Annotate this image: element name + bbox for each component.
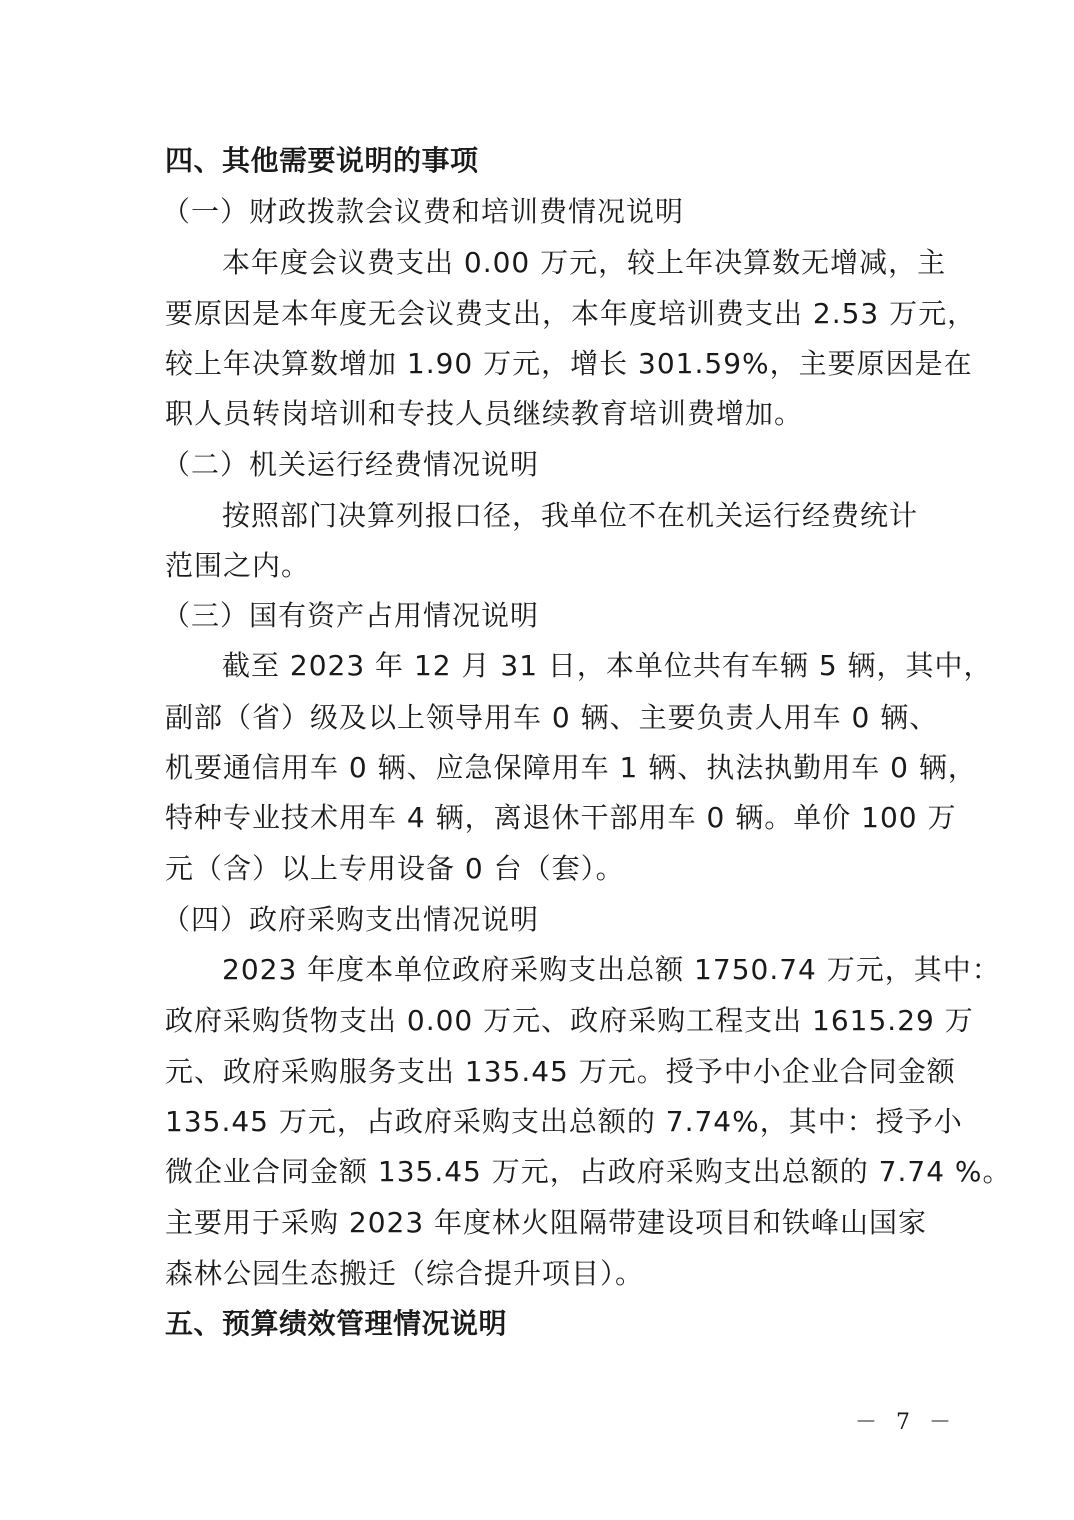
subsection-title-2: （二）机关运行经费情况说明 (162, 448, 540, 481)
subsection-title-1: （一）财政拨款会议费和培训费情况说明 (162, 195, 685, 228)
paragraph-line: 要原因是本年度无会议费支出，本年度培训费支出 2.53 万元， (165, 297, 977, 330)
paragraph-line: 副部（省）级及以上领导用车 0 辆、主要负责人用车 0 辆、 (165, 701, 939, 734)
paragraph-line: 职人员转岗培训和专技人员继续教育培训费增加。 (165, 397, 804, 430)
paragraph-line: 机要通信用车 0 辆、应急保障用车 1 辆、执法执勤用车 0 辆， (165, 751, 977, 784)
section-heading-5: 五、预算绩效管理情况说明 (165, 1307, 508, 1340)
page-number: － 7 － (855, 1410, 957, 1435)
paragraph-line: 135.45 万元，占政府采购支出总额的 7.74%，其中：授予小 (165, 1105, 963, 1138)
subsection-title-4: （四）政府采购支出情况说明 (162, 903, 540, 936)
paragraph-line: 特种专业技术用车 4 辆，离退休干部用车 0 辆。单价 100 万 (165, 801, 957, 834)
subsection-title-3: （三）国有资产占用情况说明 (162, 599, 540, 632)
paragraph-line: 微企业合同金额 135.45 万元，占政府采购支出总额的 7.74 %。 (165, 1155, 1012, 1188)
paragraph-line: 元、政府采购服务支出 135.45 万元。授予中小企业合同金额 (165, 1055, 956, 1088)
paragraph-line: 元（含）以上专用设备 0 台（套）。 (165, 852, 625, 885)
paragraph-line: 2023 年度本单位政府采购支出总额 1750.74 万元，其中： (222, 953, 1001, 986)
paragraph-line: 截至 2023 年 12 月 31 日，本单位共有车辆 5 辆，其中， (222, 649, 993, 682)
paragraph-line: 本年度会议费支出 0.00 万元，较上年决算数无增减，主 (222, 246, 947, 279)
paragraph-line: 按照部门决算列报口径，我单位不在机关运行经费统计 (222, 499, 919, 532)
paragraph-line: 较上年决算数增加 1.90 万元，增长 301.59%，主要原因是在 (165, 347, 973, 380)
paragraph-line: 政府采购货物支出 0.00 万元、政府采购工程支出 1615.29 万 (165, 1004, 974, 1037)
paragraph-line: 主要用于采购 2023 年度林火阻隔带建设项目和铁峰山国家 (165, 1206, 928, 1239)
section-heading-4: 四、其他需要说明的事项 (165, 144, 479, 177)
paragraph-line: 范围之内。 (165, 549, 311, 582)
paragraph-line: 森林公园生态搬迁（综合提升项目）。 (165, 1257, 645, 1290)
